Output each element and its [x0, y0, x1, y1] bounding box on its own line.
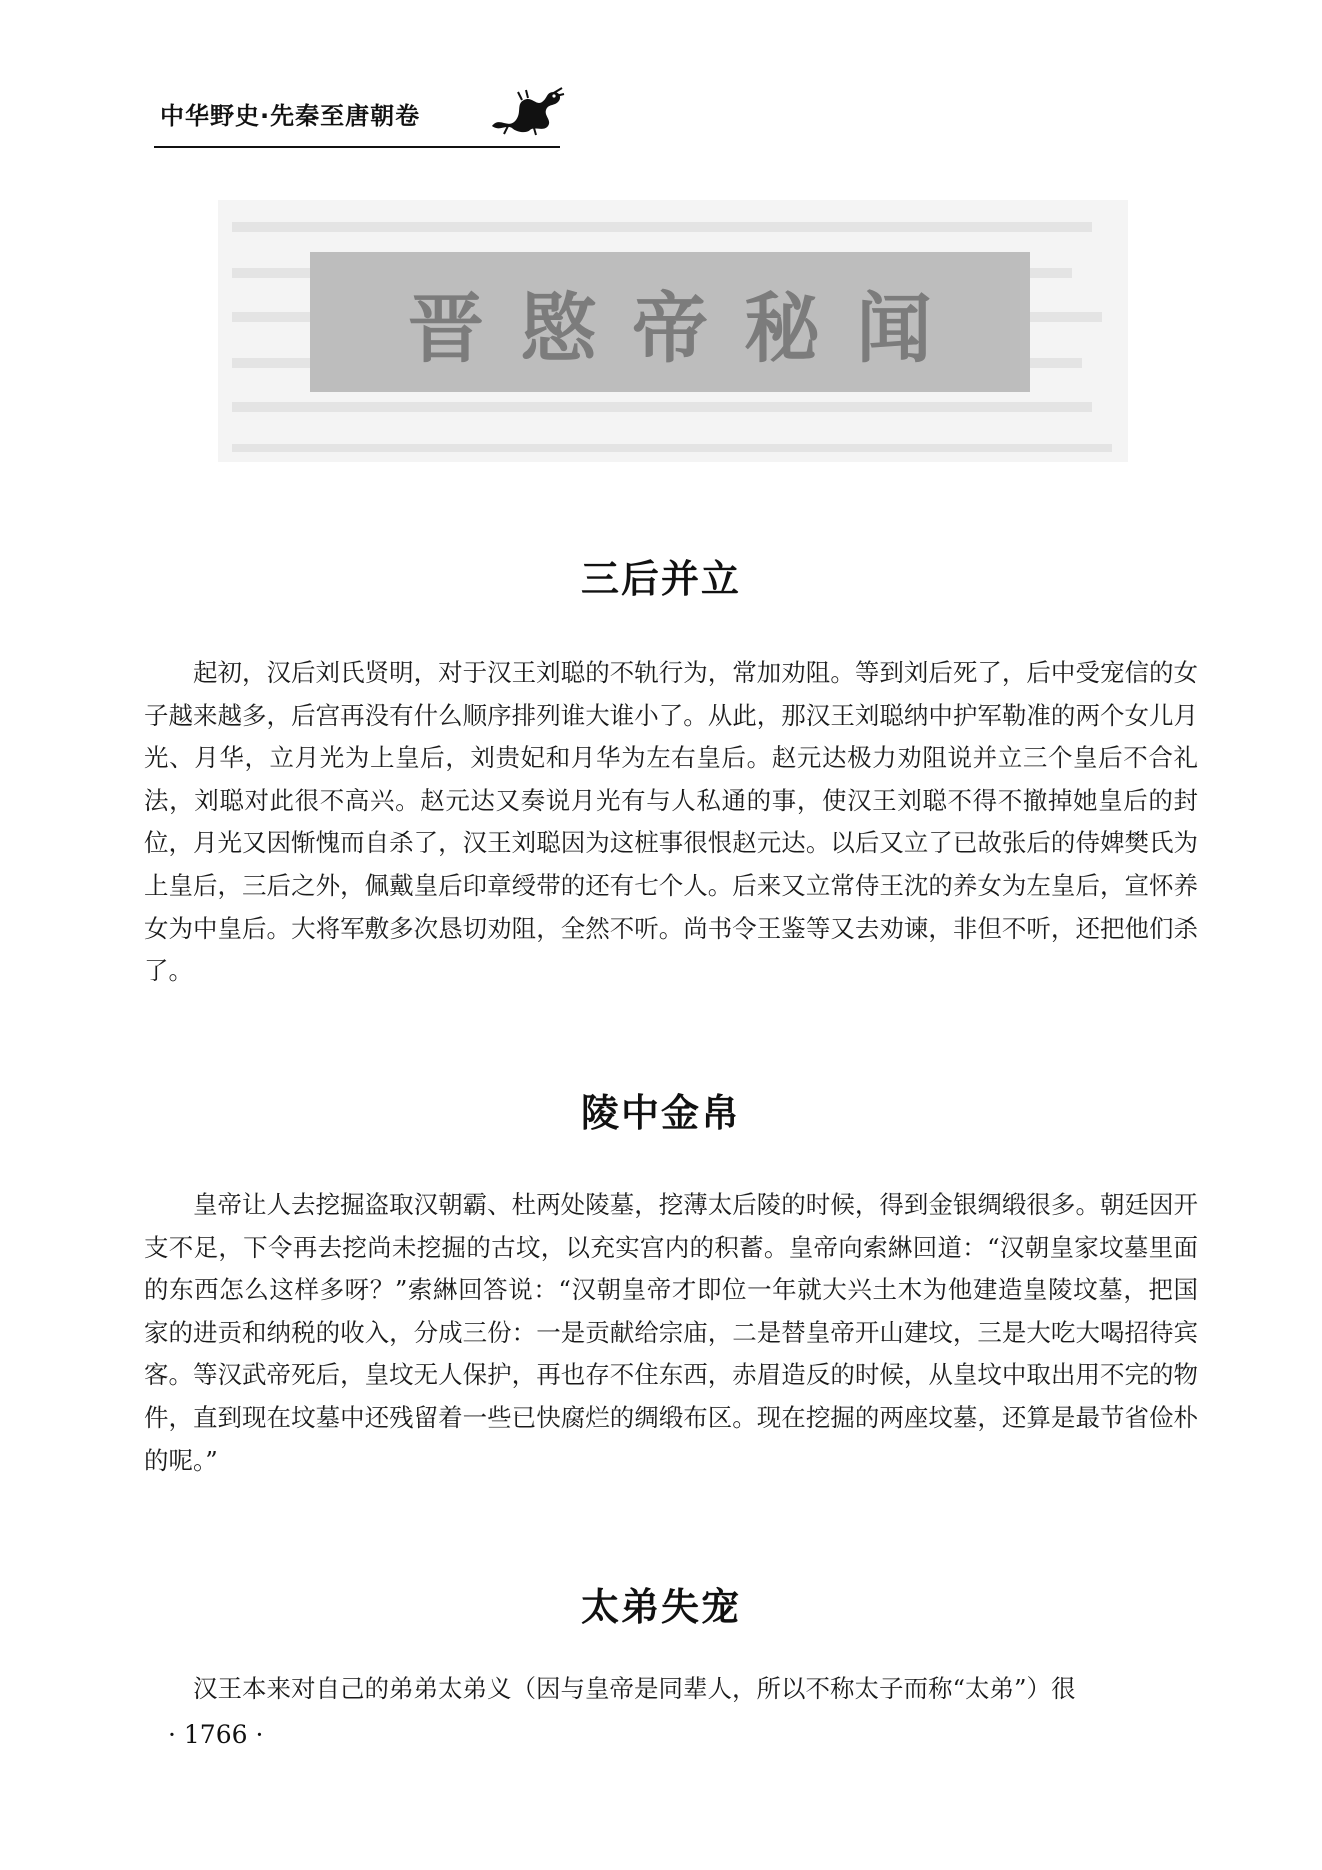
paragraph: 皇帝让人去挖掘盗取汉朝霸、杜两处陵墓，挖薄太后陵的时候，得到金银绸缎很多。朝廷因开支不足，下令再去挖尚未挖掘的古坟，以充实宫内的积蓄。皇帝向索綝回道：“汉朝皇家坟墓里面的东西怎么这样多呀？”索綝回答说：“汉朝皇帝才即位一年就大兴土木为他建造皇陵坟墓，把国家的进贡和纳税的收入，分成三份：一是贡献给宗庙，二是替皇帝开山建坟，三是大吃大喝招待宾客。等汉武帝死后，皇坟无人保护，再也存不住东西，赤眉造反的时候，从皇坟中取出用不完的物件，直到现在坟墓中还残留着一些已快腐烂的绸缎布区。现在挖掘的两座坟墓，还算是最节省俭朴的呢。”: [144, 1190, 1198, 1475]
section-title: 太弟失宠: [580, 1585, 741, 1629]
running-head: 中华野史·先秦至唐朝卷: [160, 102, 421, 130]
header-rule: [154, 146, 560, 148]
dragon-icon: [486, 86, 566, 136]
paragraph: 汉王本来对自己的弟弟太弟义（因与皇帝是同辈人，所以不称太子而称“太弟”）很: [193, 1674, 1076, 1703]
section-title: 陵中金帛: [580, 1091, 741, 1135]
page-number: · 1766 ·: [168, 1720, 264, 1749]
chapter-banner: [310, 252, 1030, 392]
paragraph: 起初，汉后刘氏贤明，对于汉王刘聪的不轨行为，常加劝阻。等到刘后死了，后中受宠信的女子越来越多，后宫再没有什么顺序排列谁大谁小了。从此，那汉王刘聪纳中护军勒准的两个女儿月光、月华，立月光为上皇后，刘贵妃和月华为左右皇后。赵元达极力劝阻说并立三个皇后不合礼法，刘聪对此很不高兴。赵元达又奏说月光有与人私通的事，使汉王刘聪不得不撤掉她皇后的封位，月光又因惭愧而自杀了，汉王刘聪因为这桩事很恨赵元达。以后又立了已故张后的侍婢樊氏为上皇后，三后之外，佩戴皇后印章绶带的还有七个人。后来又立常侍王沈的养女为左皇后，宣怀养女为中皇后。大将军敷多次恳切劝阻，全然不听。尚书令王鉴等又去劝谏，非但不听，还把他们杀了。: [144, 658, 1198, 986]
section-title: 三后并立: [580, 557, 741, 601]
chapter-title: 晋愍帝秘闻: [408, 283, 968, 373]
